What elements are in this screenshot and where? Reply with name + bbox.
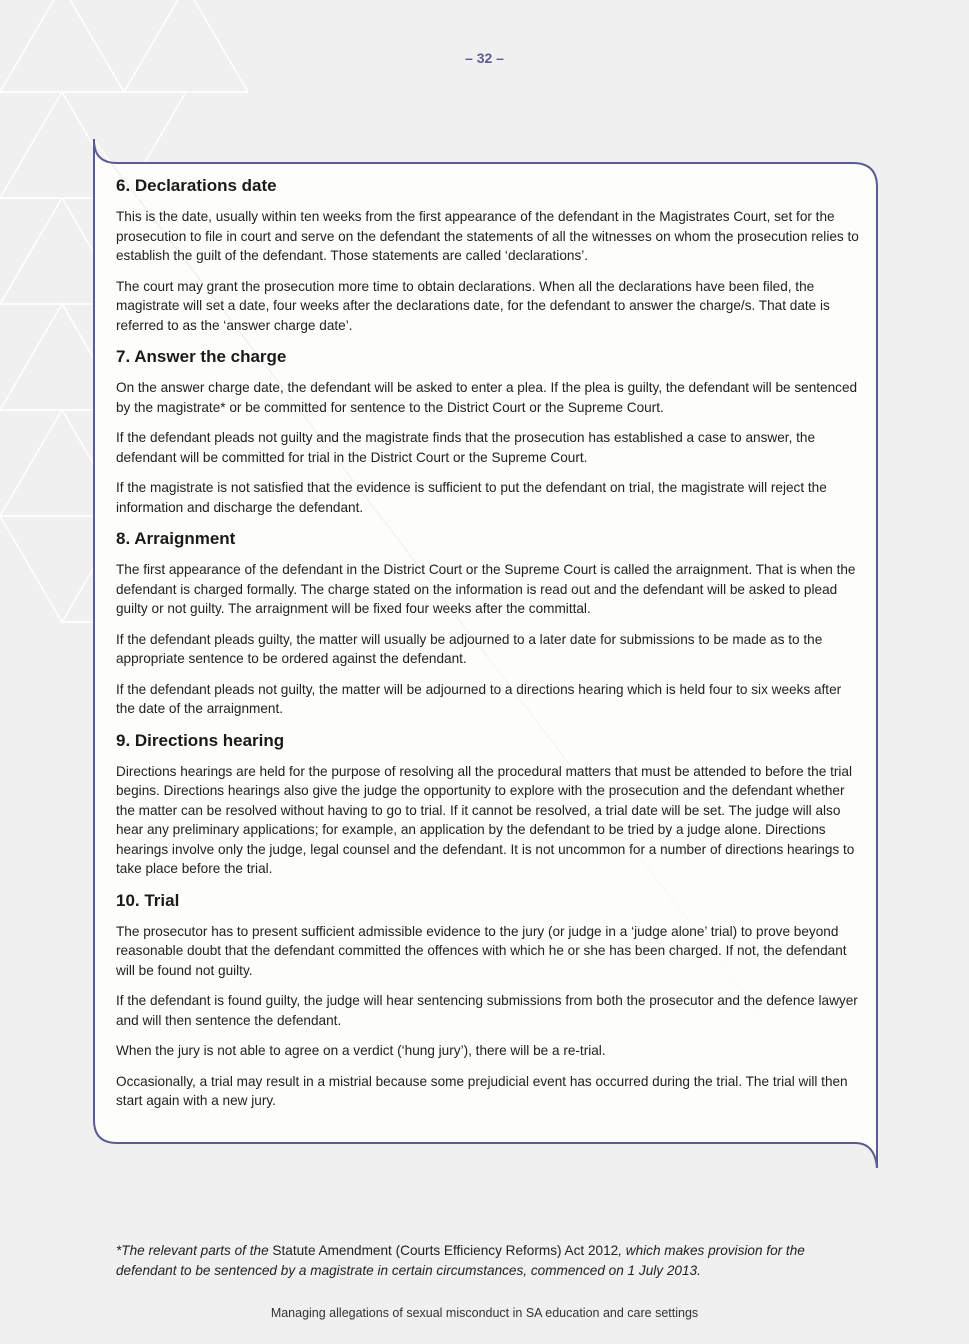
section — [116, 175, 861, 335]
footnote-lead: *The relevant parts of the — [116, 1243, 273, 1258]
section-paragraph: If the defendant is found guilty, the judge will hear sentencing submissions from both the prosecutor and the defence lawyer and will then sentence the defendant. — [116, 993, 858, 1028]
section — [116, 730, 861, 879]
section-heading: 7. Answer the charge — [116, 347, 287, 366]
section — [116, 528, 861, 719]
section-paragraph: The first appearance of the defendant in the District Court or the Supreme Court is called the arraignment. That is when the defendant is charged formally. The charge stated on the information is read out and the defendant will be asked to plead guilty or not guilty. The arraignment will be fixed four weeks after the committal. — [116, 562, 856, 616]
section-paragraph: The prosecutor has to present sufficient admissible evidence to the jury (or judge in a ‘judge alone’ trial) to prove beyond reasonable doubt that the defendant committed the offences with which he or she has been charged. If not, the defendant will be found not guilty. — [116, 923, 847, 978]
section-heading: 10. Trial — [116, 890, 180, 910]
page-number: – 32 – — [465, 50, 504, 66]
section-paragraph: The court may grant the prosecution more time to obtain declarations. When all the declarations have been filed, the magistrate will set a date, four weeks after the declarations date, for the defendant to answer the charge/s. That date is referred to as the ‘answer charge date’. — [116, 278, 830, 333]
section-heading: 8. Arraignment — [116, 529, 236, 548]
section-paragraph: If the magistrate is not satisfied that the evidence is sufficient to put the defendant on trial, the magistrate will reject the information and discharge the defendant. — [116, 480, 827, 515]
section-heading: 9. Directions hearing — [116, 730, 285, 750]
section-paragraph: If the defendant pleads guilty, the matter will usually be adjourned to a later date for submissions to be made as to the appropriate sentence to be ordered against the defendant. — [116, 631, 823, 666]
section-paragraph: This is the date, usually within ten weeks from the first appearance of the defendant in the Magistrates Court, set for the prosecution to file in court and serve on the defendant the statements of all the witnesses on whom the prosecution relies to establish the guilt of the defendant. Those statements are called ‘declarations’. — [116, 209, 859, 263]
section-paragraph: Occasionally, a trial may result in a mistrial because some prejudicial event has occurred during the trial. The trial will then start again with a new jury. — [116, 1073, 848, 1108]
footnote-tail: , which makes provision for the defendant to be sentenced by a magistrate in certain circumstances, commenced on 1 July 2013. — [116, 1243, 805, 1278]
section-paragraph: Directions hearings are held for the purpose of resolving all the procedural matters that must be attended to before the trial begins. Directions hearings also give the judge the opportunity to explore with the prosecution and the defendant whether the matter can be resolved without having to go to trial. If it cannot be resolved, a trial date will be set. The judge will also hear any preliminary applications; for example, an application by the defendant to be tried by a judge alone. Directions hearings involve only the judge, legal counsel and the defendant. It is not uncommon for a number of directions hearings to take place before the trial. — [116, 763, 855, 876]
section-paragraph: When the jury is not able to agree on a verdict (‘hung jury’), there will be a re-trial. — [116, 1043, 606, 1058]
footnote — [116, 1241, 856, 1281]
content-panel — [93, 138, 878, 1170]
section — [116, 890, 861, 1111]
footer-title: Managing allegations of sexual misconduct in SA education and care settings — [270, 1306, 699, 1320]
section-paragraph: If the defendant pleads not guilty and the magistrate finds that the prosecution has established a case to answer, the defendant will be committed for trial in the District Court or the Supreme Court. — [116, 430, 816, 465]
footnote-act-title: Statute Amendment (Courts Efficiency Reforms) Act 2012 — [272, 1243, 619, 1258]
section-paragraph: If the defendant pleads not guilty, the matter will be adjourned to a directions hearing which is held four to six weeks after the date of the arraignment. — [116, 681, 842, 716]
content-body — [116, 175, 861, 1122]
section-paragraph: On the answer charge date, the defendant will be asked to enter a plea. If the plea is guilty, the defendant will be sentenced by the magistrate* or be committed for sentence to the District Court or the Supreme Court. — [116, 380, 858, 415]
section — [116, 346, 861, 517]
section-heading: 6. Declarations date — [116, 176, 277, 195]
